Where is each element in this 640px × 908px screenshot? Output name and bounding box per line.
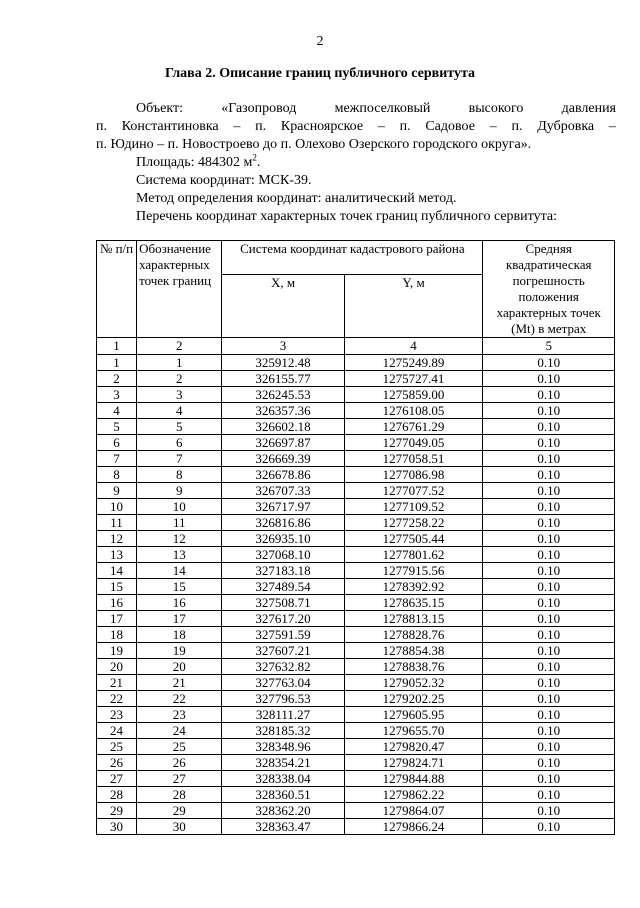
header-mt: Средняя квадратическая погрешность положения характерных точек (Mt) в метрах — [483, 241, 615, 338]
cell-mt: 0.10 — [483, 787, 615, 803]
list-title: Перечень координат характерных точек границ публичного сервитута: — [136, 209, 557, 224]
cell-y: 1277915.56 — [344, 563, 483, 579]
cell-no: 23 — [97, 707, 137, 723]
cell-x: 328338.04 — [222, 771, 344, 787]
cell-y: 1279866.24 — [344, 819, 483, 835]
cell-y: 1278838.76 — [344, 659, 483, 675]
cell-point-name: 14 — [137, 563, 222, 579]
cell-x: 327068.10 — [222, 547, 344, 563]
cell-y: 1277077.52 — [344, 483, 483, 499]
cell-no: 2 — [97, 371, 137, 387]
cell-no: 17 — [97, 611, 137, 627]
cell-x: 328363.47 — [222, 819, 344, 835]
cell-no: 15 — [97, 579, 137, 595]
cell-no: 4 — [97, 403, 137, 419]
cell-y: 1278392.92 — [344, 579, 483, 595]
cell-point-name: 11 — [137, 515, 222, 531]
cell-no: 21 — [97, 675, 137, 691]
object-word: Красноярское — [280, 119, 364, 134]
coord-system: Система координат: МСК-39. — [136, 173, 312, 188]
cell-no: 11 — [97, 515, 137, 531]
column-number-row — [97, 338, 615, 355]
cell-x: 328348.96 — [222, 739, 344, 755]
column-number: 4 — [344, 338, 483, 355]
cell-y: 1279820.47 — [344, 739, 483, 755]
cell-mt: 0.10 — [483, 707, 615, 723]
table-row — [97, 707, 615, 723]
column-number: 5 — [483, 338, 615, 355]
coordinates-table — [96, 240, 615, 835]
cell-y: 1279862.22 — [344, 787, 483, 803]
cell-point-name: 4 — [137, 403, 222, 419]
cell-point-name: 1 — [137, 355, 222, 371]
cell-x: 328111.27 — [222, 707, 344, 723]
cell-y: 1275859.00 — [344, 387, 483, 403]
table-row — [97, 451, 615, 467]
object-word: Дубровка — [537, 119, 595, 134]
object-description — [96, 100, 616, 154]
table-row — [97, 403, 615, 419]
cell-no: 6 — [97, 435, 137, 451]
header-point-name: Обозначение характерных точек границ — [137, 241, 222, 338]
cell-point-name: 25 — [137, 739, 222, 755]
cell-mt: 0.10 — [483, 819, 615, 835]
cell-x: 326935.10 — [222, 531, 344, 547]
header-x: X, м — [222, 275, 344, 338]
cell-x: 326245.53 — [222, 387, 344, 403]
cell-point-name: 16 — [137, 595, 222, 611]
cell-point-name: 30 — [137, 819, 222, 835]
cell-x: 326707.33 — [222, 483, 344, 499]
table-row — [97, 675, 615, 691]
cell-y: 1278813.15 — [344, 611, 483, 627]
cell-no: 24 — [97, 723, 137, 739]
cell-no: 16 — [97, 595, 137, 611]
table-body — [97, 355, 615, 835]
column-number: 3 — [222, 338, 344, 355]
table-row — [97, 483, 615, 499]
table-row — [97, 371, 615, 387]
cell-mt: 0.10 — [483, 387, 615, 403]
header-no: № п/п — [97, 241, 137, 338]
table-row — [97, 739, 615, 755]
table-row — [97, 531, 615, 547]
cell-y: 1279052.32 — [344, 675, 483, 691]
table-row — [97, 387, 615, 403]
cell-no: 13 — [97, 547, 137, 563]
meta-block — [96, 154, 616, 226]
cell-x: 327617.20 — [222, 611, 344, 627]
object-word: давления — [561, 101, 616, 116]
cell-mt: 0.10 — [483, 435, 615, 451]
cell-mt: 0.10 — [483, 467, 615, 483]
cell-y: 1279605.95 — [344, 707, 483, 723]
cell-mt: 0.10 — [483, 771, 615, 787]
cell-mt: 0.10 — [483, 755, 615, 771]
table-row — [97, 499, 615, 515]
coord-method: Метод определения координат: аналитический метод. — [136, 191, 457, 206]
cell-no: 5 — [97, 419, 137, 435]
cell-no: 12 — [97, 531, 137, 547]
cell-no: 1 — [97, 355, 137, 371]
cell-point-name: 26 — [137, 755, 222, 771]
object-word: межпоселковый — [334, 101, 431, 116]
cell-point-name: 23 — [137, 707, 222, 723]
table-row — [97, 771, 615, 787]
cell-no: 18 — [97, 627, 137, 643]
object-word: – — [233, 119, 241, 134]
cell-x: 328360.51 — [222, 787, 344, 803]
table-row — [97, 435, 615, 451]
chapter-title: Глава 2. Описание границ публичного сервитута — [164, 66, 476, 81]
area-label: Площадь: 484302 м — [136, 155, 253, 170]
table-row — [97, 755, 615, 771]
cell-x: 326357.36 — [222, 403, 344, 419]
cell-mt: 0.10 — [483, 451, 615, 467]
object-line-3: п. Юдино – п. Новостроево до п. Олехово Озерского городского округа». — [96, 137, 532, 152]
cell-no: 3 — [97, 387, 137, 403]
cell-mt: 0.10 — [483, 691, 615, 707]
cell-mt: 0.10 — [483, 579, 615, 595]
cell-point-name: 3 — [137, 387, 222, 403]
cell-y: 1279824.71 — [344, 755, 483, 771]
object-word: Садовое — [425, 119, 475, 134]
table-row — [97, 467, 615, 483]
cell-point-name: 10 — [137, 499, 222, 515]
object-word: Константиновка — [121, 119, 219, 134]
cell-point-name: 17 — [137, 611, 222, 627]
cell-y: 1277505.44 — [344, 531, 483, 547]
cell-mt: 0.10 — [483, 403, 615, 419]
area-line — [96, 154, 616, 172]
page-number: 2 — [316, 34, 324, 49]
cell-x: 327508.71 — [222, 595, 344, 611]
cell-point-name: 13 — [137, 547, 222, 563]
table-row — [97, 419, 615, 435]
cell-mt: 0.10 — [483, 739, 615, 755]
cell-x: 327763.04 — [222, 675, 344, 691]
cell-mt: 0.10 — [483, 483, 615, 499]
cell-y: 1277058.51 — [344, 451, 483, 467]
cell-y: 1276108.05 — [344, 403, 483, 419]
cell-point-name: 12 — [137, 531, 222, 547]
cell-y: 1277109.52 — [344, 499, 483, 515]
cell-mt: 0.10 — [483, 611, 615, 627]
cell-x: 326602.18 — [222, 419, 344, 435]
cell-x: 326816.86 — [222, 515, 344, 531]
object-line-1 — [96, 100, 616, 118]
object-line-2 — [96, 118, 616, 136]
cell-y: 1279655.70 — [344, 723, 483, 739]
object-word: п. — [255, 119, 267, 134]
table-row — [97, 515, 615, 531]
cell-no: 22 — [97, 691, 137, 707]
table-row — [97, 787, 615, 803]
cell-point-name: 28 — [137, 787, 222, 803]
cell-y: 1276761.29 — [344, 419, 483, 435]
table-row — [97, 803, 615, 819]
table-row — [97, 579, 615, 595]
column-number: 1 — [97, 338, 137, 355]
header-y: Y, м — [344, 275, 483, 338]
object-word: п. — [511, 119, 523, 134]
cell-x: 326717.97 — [222, 499, 344, 515]
object-word: высокого — [468, 101, 524, 116]
cell-no: 29 — [97, 803, 137, 819]
table-row — [97, 547, 615, 563]
table-row — [97, 595, 615, 611]
object-word: – — [608, 119, 616, 134]
table-row — [97, 691, 615, 707]
cell-y: 1277258.22 — [344, 515, 483, 531]
cell-y: 1279844.88 — [344, 771, 483, 787]
cell-mt: 0.10 — [483, 547, 615, 563]
cell-point-name: 2 — [137, 371, 222, 387]
cell-no: 14 — [97, 563, 137, 579]
cell-no: 30 — [97, 819, 137, 835]
cell-x: 327607.21 — [222, 643, 344, 659]
cell-no: 28 — [97, 787, 137, 803]
cell-point-name: 22 — [137, 691, 222, 707]
cell-mt: 0.10 — [483, 499, 615, 515]
cell-mt: 0.10 — [483, 419, 615, 435]
cell-point-name: 8 — [137, 467, 222, 483]
cell-x: 327183.18 — [222, 563, 344, 579]
cell-point-name: 15 — [137, 579, 222, 595]
cell-point-name: 7 — [137, 451, 222, 467]
cell-no: 27 — [97, 771, 137, 787]
cell-y: 1279864.07 — [344, 803, 483, 819]
cell-point-name: 9 — [137, 483, 222, 499]
table-row — [97, 611, 615, 627]
cell-y: 1277086.98 — [344, 467, 483, 483]
table-row — [97, 563, 615, 579]
cell-y: 1278635.15 — [344, 595, 483, 611]
cell-mt: 0.10 — [483, 515, 615, 531]
cell-mt: 0.10 — [483, 659, 615, 675]
cell-x: 327796.53 — [222, 691, 344, 707]
cell-x: 327591.59 — [222, 627, 344, 643]
cell-no: 20 — [97, 659, 137, 675]
cell-mt: 0.10 — [483, 595, 615, 611]
cell-x: 327632.82 — [222, 659, 344, 675]
cell-x: 328362.20 — [222, 803, 344, 819]
cell-mt: 0.10 — [483, 563, 615, 579]
cell-no: 8 — [97, 467, 137, 483]
cell-point-name: 27 — [137, 771, 222, 787]
header-coord-system: Система координат кадастрового района — [222, 241, 483, 275]
object-word: п. — [96, 119, 107, 134]
cell-y: 1278854.38 — [344, 643, 483, 659]
cell-point-name: 18 — [137, 627, 222, 643]
area-suffix: . — [256, 155, 261, 170]
table-row — [97, 355, 615, 371]
object-word: – — [489, 119, 497, 134]
cell-point-name: 5 — [137, 419, 222, 435]
cell-no: 26 — [97, 755, 137, 771]
cell-x: 326669.39 — [222, 451, 344, 467]
cell-no: 9 — [97, 483, 137, 499]
cell-no: 19 — [97, 643, 137, 659]
cell-x: 328185.32 — [222, 723, 344, 739]
cell-mt: 0.10 — [483, 643, 615, 659]
cell-point-name: 24 — [137, 723, 222, 739]
table-row — [97, 723, 615, 739]
object-word: – — [377, 119, 385, 134]
table-row — [97, 659, 615, 675]
cell-y: 1275249.89 — [344, 355, 483, 371]
cell-x: 326155.77 — [222, 371, 344, 387]
cell-y: 1277801.62 — [344, 547, 483, 563]
cell-x: 328354.21 — [222, 755, 344, 771]
cell-mt: 0.10 — [483, 723, 615, 739]
cell-mt: 0.10 — [483, 803, 615, 819]
object-word: п. — [399, 119, 411, 134]
table-row — [97, 643, 615, 659]
cell-mt: 0.10 — [483, 531, 615, 547]
cell-mt: 0.10 — [483, 371, 615, 387]
column-number: 2 — [137, 338, 222, 355]
area-unit-superscript: 2 — [252, 152, 257, 163]
cell-y: 1278828.76 — [344, 627, 483, 643]
table-row — [97, 627, 615, 643]
cell-point-name: 20 — [137, 659, 222, 675]
cell-x: 326678.86 — [222, 467, 344, 483]
object-word: «Газопровод — [221, 101, 297, 116]
table-row — [97, 819, 615, 835]
cell-point-name: 29 — [137, 803, 222, 819]
cell-mt: 0.10 — [483, 355, 615, 371]
cell-y: 1277049.05 — [344, 435, 483, 451]
cell-mt: 0.10 — [483, 675, 615, 691]
cell-point-name: 21 — [137, 675, 222, 691]
object-word: Объект: — [136, 101, 183, 116]
cell-y: 1275727.41 — [344, 371, 483, 387]
cell-x: 325912.48 — [222, 355, 344, 371]
cell-x: 327489.54 — [222, 579, 344, 595]
cell-point-name: 19 — [137, 643, 222, 659]
cell-no: 25 — [97, 739, 137, 755]
cell-mt: 0.10 — [483, 627, 615, 643]
cell-x: 326697.87 — [222, 435, 344, 451]
cell-y: 1279202.25 — [344, 691, 483, 707]
cell-no: 7 — [97, 451, 137, 467]
cell-no: 10 — [97, 499, 137, 515]
cell-point-name: 6 — [137, 435, 222, 451]
table-header-row — [97, 241, 615, 275]
